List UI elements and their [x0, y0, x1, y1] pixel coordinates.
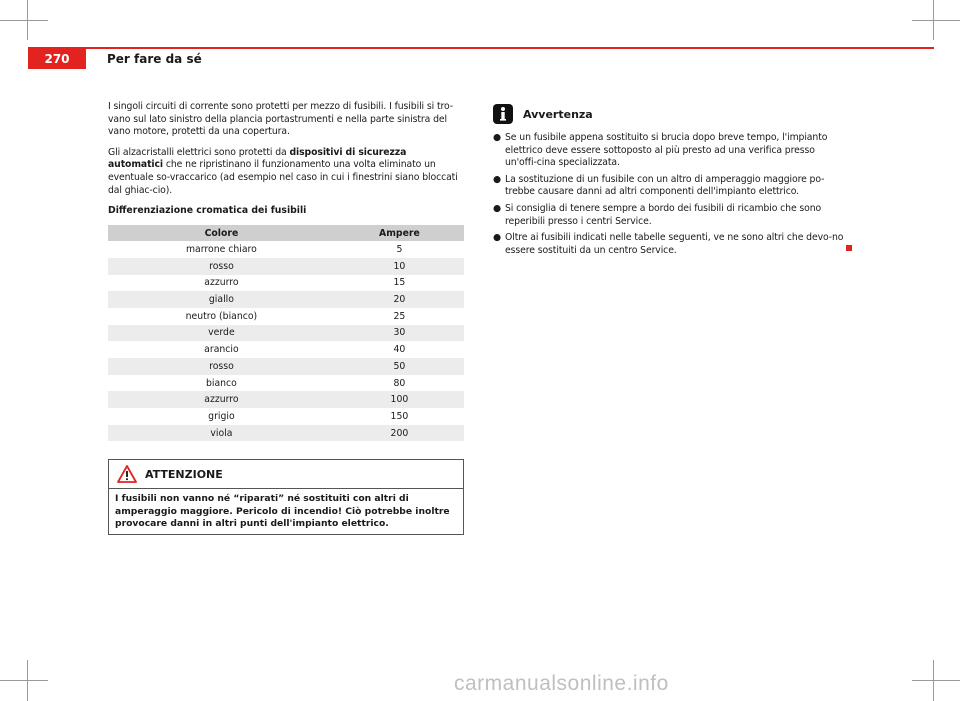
cell-colore: grigio	[208, 410, 235, 422]
cell-colore: rosso	[108, 258, 335, 275]
cell-colore: bianco	[205, 377, 237, 389]
cell-ampere: 100	[335, 391, 464, 408]
cell-colore: neutro (bianco)	[185, 310, 258, 322]
table-row	[108, 358, 464, 375]
bullet-text: La sostituzione di un fusibile con un altro di amperaggio maggiore po-trebbe causare danni ad altri componenti dell'impianto elettrico.	[505, 173, 825, 198]
table-row	[108, 341, 464, 358]
cell-ampere: 30	[335, 325, 464, 342]
cell-colore: arancio	[204, 344, 239, 356]
bold-term: dispositivi di sicurezza automatici	[108, 146, 407, 171]
note-bullet-item	[493, 232, 847, 257]
table-row	[108, 325, 464, 342]
bullet-text: Si consiglia di tenere sempre a bordo dei fusibili di ricambio che sono reperibili presso i centri Service.	[505, 202, 822, 227]
bullet-dot: ●	[493, 232, 502, 244]
page-number: 270	[28, 49, 86, 69]
cell-ampere: 50	[335, 358, 464, 375]
table-row	[108, 425, 464, 442]
bullet-dot: ●	[493, 202, 502, 214]
cell-colore: viola	[108, 425, 335, 442]
section-end-marker	[846, 245, 852, 251]
window-paragraph: Gli alzacristalli elettrici sono protetti da dispositivi di sicurezza automatici che ne ripristinano il funzionamento una volta eliminato un eventuale so-vraccarico (ad esempio nel caso in cui i finestrini siano bloccati dal ghiac-cio).	[108, 146, 458, 196]
bullet-text: Oltre ai fusibili indicati nelle tabelle seguenti, ve ne sono altri che devo-no essere sostituiti da un centro Service.	[505, 232, 844, 256]
note-bullet-item	[493, 132, 847, 170]
crop-mark	[912, 20, 960, 21]
cell-ampere: 15	[393, 277, 406, 289]
warning-box	[108, 459, 464, 535]
cell-ampere: 5	[396, 244, 403, 255]
note-title: Avvertenza	[523, 107, 593, 121]
crop-mark	[27, 660, 28, 701]
info-icon	[493, 104, 513, 124]
table-row	[108, 291, 464, 308]
cell-colore: verde	[108, 325, 335, 342]
cell-ampere: 10	[335, 258, 464, 275]
cell-colore: rosso	[108, 358, 335, 375]
intro-paragraph: I singoli circuiti di corrente sono protetti per mezzo di fusibili. I fusibili si tro-vano sul lato sinistro della plancia portastrumenti e nella parte sinistra del vano motore, protetti da una copertura.	[108, 101, 454, 138]
cell-colore: azzurro	[204, 277, 239, 289]
column-header-ampere: Ampere	[335, 225, 464, 241]
note-bullet-item	[493, 174, 847, 199]
warning-triangle-icon	[117, 465, 137, 483]
page-title: Per fare da sé	[107, 52, 202, 66]
watermark-text: carmanualsonline.info	[454, 672, 669, 695]
cell-ampere: 200	[335, 425, 464, 442]
warning-text: I fusibili non vanno né “riparati” né sostituiti con altri di amperaggio maggiore. Pericolo di incendio! Ciò potrebbe inoltre provocare danni in altri punti dell'impianto elettrico.	[115, 493, 450, 530]
note-header	[493, 100, 847, 128]
cell-ampere: 40	[393, 344, 406, 356]
cell-ampere: 80	[393, 377, 406, 389]
table-row	[108, 241, 464, 258]
cell-ampere: 25	[393, 310, 406, 322]
fuse-color-table	[108, 225, 464, 441]
bullet-dot: ●	[493, 132, 502, 143]
crop-mark	[0, 680, 48, 681]
table-row	[108, 275, 464, 292]
crop-mark	[0, 20, 48, 21]
cell-colore: azzurro	[108, 391, 335, 408]
note-bullet-item	[493, 203, 847, 228]
cell-colore: marrone chiaro	[185, 244, 257, 255]
table-row	[108, 308, 464, 325]
crop-mark	[933, 0, 934, 40]
table-row	[108, 408, 464, 425]
cell-colore: giallo	[108, 291, 335, 308]
table-row	[108, 375, 464, 392]
crop-mark	[933, 660, 934, 701]
bullet-dot: ●	[493, 173, 502, 185]
column-header-colore: Colore	[108, 225, 335, 241]
table-title: Differenziazione cromatica dei fusibili	[108, 205, 307, 217]
bullet-text: Se un fusibile appena sostituito si brucia dopo breve tempo, l'impianto elettrico deve essere sottoposto al più presto ad una verifica presso un'offi-cina specializzata.	[505, 132, 828, 169]
left-column	[108, 101, 464, 441]
warning-title: ATTENZIONE	[145, 467, 223, 481]
crop-mark	[912, 680, 960, 681]
warning-header	[109, 460, 463, 489]
cell-ampere: 20	[335, 291, 464, 308]
right-column	[493, 100, 847, 257]
crop-mark	[27, 0, 28, 40]
cell-ampere: 150	[390, 410, 409, 422]
table-row	[108, 258, 464, 275]
note-list	[493, 132, 847, 257]
table-row	[108, 391, 464, 408]
